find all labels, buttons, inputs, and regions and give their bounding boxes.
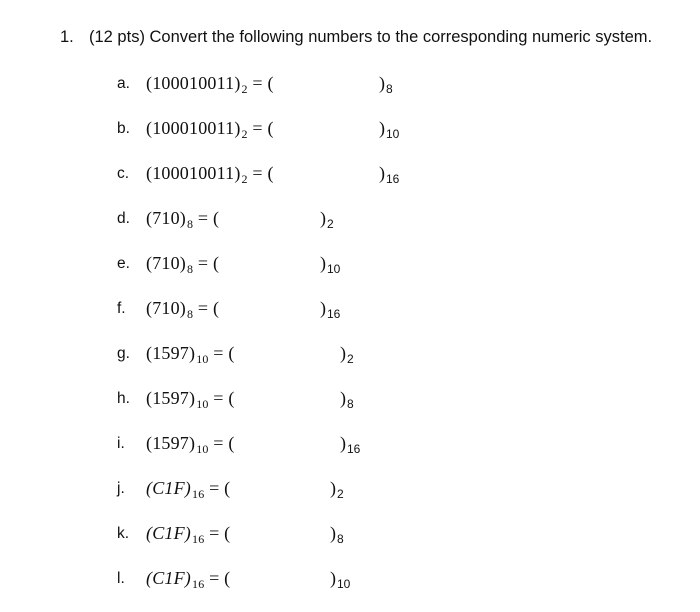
item-expression [146,298,219,319]
item-letter: l. [117,570,125,587]
target-base: 8 [386,82,393,96]
equals-open: = ( [247,118,274,138]
equals-open: = ( [204,568,231,588]
item-number: (C1F) [146,523,191,543]
close-paren: ) [330,523,336,543]
item-expression [146,343,235,364]
item-base: 10 [196,442,209,456]
item-expression [146,568,230,589]
item-number: (C1F) [146,568,191,588]
item-base: 2 [241,82,248,96]
item-number: (1597) [146,388,196,408]
item-letter: i. [117,435,125,452]
target-base: 10 [327,262,341,276]
item-number: (710) [146,253,186,273]
item-letter: c. [117,165,130,182]
close-paren: ) [330,568,336,588]
question-text: (12 pts) Convert the following numbers to the corresponding numeric system. [89,28,653,46]
item-letter: f. [117,300,126,317]
close-paren: ) [340,343,346,363]
item-number: (C1F) [146,478,191,498]
item-base: 2 [241,127,248,141]
target-base: 16 [327,307,341,321]
target-base: 2 [327,217,334,231]
close-paren: ) [320,298,326,318]
close-paren: ) [330,478,336,498]
item-base: 10 [196,397,209,411]
answer-close [379,163,399,184]
item-letter: j. [117,480,125,497]
question-header [60,28,652,47]
equals-open: = ( [208,343,235,363]
close-paren: ) [379,118,385,138]
item-base: 8 [187,262,194,276]
item-expression [146,478,230,499]
answer-close [340,388,354,409]
item-number: (710) [146,208,186,228]
close-paren: ) [320,253,326,273]
target-base: 2 [347,352,354,366]
equals-open: = ( [204,523,231,543]
equals-open: = ( [193,208,220,228]
item-letter: a. [117,75,130,92]
item-base: 8 [187,307,194,321]
answer-close [340,343,354,364]
item-letter: b. [117,120,130,137]
item-expression [146,118,274,139]
target-base: 16 [347,442,361,456]
target-base: 8 [347,397,354,411]
item-number: (100010011) [146,73,241,93]
target-base: 8 [337,532,344,546]
answer-close [320,208,334,229]
item-base: 16 [192,532,205,546]
item-letter: k. [117,525,130,542]
item-base: 16 [192,577,205,591]
item-expression [146,253,219,274]
item-base: 8 [187,217,194,231]
item-number: (100010011) [146,163,241,183]
item-number: (100010011) [146,118,241,138]
close-paren: ) [379,163,385,183]
equals-open: = ( [204,478,231,498]
answer-close [320,253,340,274]
item-letter: e. [117,255,130,272]
item-number: (710) [146,298,186,318]
close-paren: ) [340,388,346,408]
item-expression [146,73,274,94]
item-expression [146,388,235,409]
item-number: (1597) [146,343,196,363]
answer-close [340,433,360,454]
equals-open: = ( [208,388,235,408]
equals-open: = ( [247,73,274,93]
answer-close [330,478,344,499]
target-base: 2 [337,487,344,501]
answer-close [379,73,393,94]
item-letter: d. [117,210,130,227]
answer-close [379,118,399,139]
question-number: 1. [60,28,74,46]
item-letter: h. [117,390,130,407]
item-expression [146,433,235,454]
equals-open: = ( [193,298,220,318]
target-base: 10 [337,577,351,591]
equals-open: = ( [208,433,235,453]
item-base: 2 [241,172,248,186]
item-expression [146,163,274,184]
item-base: 16 [192,487,205,501]
equals-open: = ( [247,163,274,183]
answer-close [330,523,344,544]
target-base: 16 [386,172,400,186]
item-number: (1597) [146,433,196,453]
item-base: 10 [196,352,209,366]
answer-close [320,298,340,319]
answer-close [330,568,350,589]
close-paren: ) [379,73,385,93]
target-base: 10 [386,127,400,141]
equals-open: = ( [193,253,220,273]
item-expression [146,208,219,229]
close-paren: ) [340,433,346,453]
item-expression [146,523,230,544]
item-letter: g. [117,345,130,362]
close-paren: ) [320,208,326,228]
